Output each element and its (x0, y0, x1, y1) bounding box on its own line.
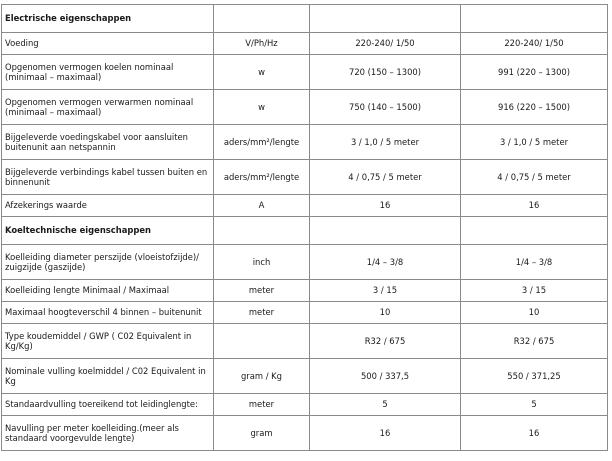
spec-value-model-1: 16 (310, 416, 461, 451)
spec-unit: meter (214, 302, 310, 324)
table-row (2, 394, 608, 416)
spec-value-model-1: 720 (150 – 1300) (310, 55, 461, 90)
spec-value-model-2: 16 (461, 416, 608, 451)
spec-value-model-2: 16 (461, 195, 608, 217)
spec-value-model-2: 916 (220 – 1500) (461, 90, 608, 125)
spec-unit: gram / Kg (214, 359, 310, 394)
spec-unit: inch (214, 245, 310, 280)
table-row (2, 359, 608, 394)
spec-value-model-1: 4 / 0,75 / 5 meter (310, 160, 461, 195)
spec-unit: V/Ph/Hz (214, 33, 310, 55)
spec-value-model-1: 3 / 15 (310, 280, 461, 302)
spec-label: Nominale vulling koelmiddel / C02 Equivalent in Kg (2, 359, 214, 394)
spec-unit: meter (214, 280, 310, 302)
spec-value-model-2: 991 (220 – 1300) (461, 55, 608, 90)
spec-label: Standaardvulling toereikend tot leidinglengte: (2, 394, 214, 416)
spec-unit: w (214, 55, 310, 90)
spec-label: Bijgeleverde verbindings kabel tussen buiten en binnenunit (2, 160, 214, 195)
table-row (2, 324, 608, 359)
spec-label: Voeding (2, 33, 214, 55)
spec-unit: meter (214, 394, 310, 416)
spec-label: Opgenomen vermogen verwarmen nominaal (minimaal – maximaal) (2, 90, 214, 125)
table-row (2, 280, 608, 302)
table-row (2, 33, 608, 55)
spec-value-model-1: 220-240/ 1/50 (310, 33, 461, 55)
table-row (2, 302, 608, 324)
spec-value-model-1: 16 (310, 195, 461, 217)
spec-value-model-2: 5 (461, 394, 608, 416)
spec-label: Type koudemiddel / GWP ( C02 Equivalent in Kg/Kg) (2, 324, 214, 359)
spec-label: Koelleiding lengte Minimaal / Maximaal (2, 280, 214, 302)
spec-label: Bijgeleverde voedingskabel voor aansluiten buitenunit aan netspannin (2, 125, 214, 160)
table-row (2, 195, 608, 217)
section-row-electrical (2, 5, 608, 33)
spec-label: Maximaal hoogteverschil 4 binnen – buitenunit (2, 302, 214, 324)
spec-unit: A (214, 195, 310, 217)
table-row (2, 90, 608, 125)
specifications-table (1, 4, 608, 451)
spec-value-model-1: R32 / 675 (310, 324, 461, 359)
spec-value-model-2: 3 / 1,0 / 5 meter (461, 125, 608, 160)
spec-value-model-2: 220-240/ 1/50 (461, 33, 608, 55)
section-row-cooling (2, 217, 608, 245)
spec-value-model-2: 1/4 – 3/8 (461, 245, 608, 280)
spec-value-model-1: 750 (140 – 1500) (310, 90, 461, 125)
section-title-cooling: Koeltechnische eigenschappen (2, 217, 214, 245)
spec-value-model-2: 4 / 0,75 / 5 meter (461, 160, 608, 195)
spec-label: Navulling per meter koelleiding.(meer als standaard voorgevulde lengte) (2, 416, 214, 451)
table-row (2, 416, 608, 451)
spec-unit: gram (214, 416, 310, 451)
spec-label: Afzekerings waarde (2, 195, 214, 217)
spec-unit (214, 324, 310, 359)
spec-value-model-2: 550 / 371,25 (461, 359, 608, 394)
table-row (2, 245, 608, 280)
table-row (2, 160, 608, 195)
spec-value-model-1: 1/4 – 3/8 (310, 245, 461, 280)
table-row (2, 55, 608, 90)
spec-label: Koelleiding diameter perszijde (vloeistofzijde)/ zuigzijde (gaszijde) (2, 245, 214, 280)
spec-value-model-2: 10 (461, 302, 608, 324)
spec-value-model-1: 10 (310, 302, 461, 324)
spec-value-model-2: R32 / 675 (461, 324, 608, 359)
spec-unit: aders/mm²/lengte (214, 160, 310, 195)
section-title-electrical: Electrische eigenschappen (2, 5, 214, 33)
spec-value-model-2: 3 / 15 (461, 280, 608, 302)
spec-unit: w (214, 90, 310, 125)
spec-unit: aders/mm²/lengte (214, 125, 310, 160)
table-row (2, 125, 608, 160)
spec-label: Opgenomen vermogen koelen nominaal (minimaal – maximaal) (2, 55, 214, 90)
spec-value-model-1: 3 / 1,0 / 5 meter (310, 125, 461, 160)
spec-value-model-1: 5 (310, 394, 461, 416)
spec-value-model-1: 500 / 337,5 (310, 359, 461, 394)
